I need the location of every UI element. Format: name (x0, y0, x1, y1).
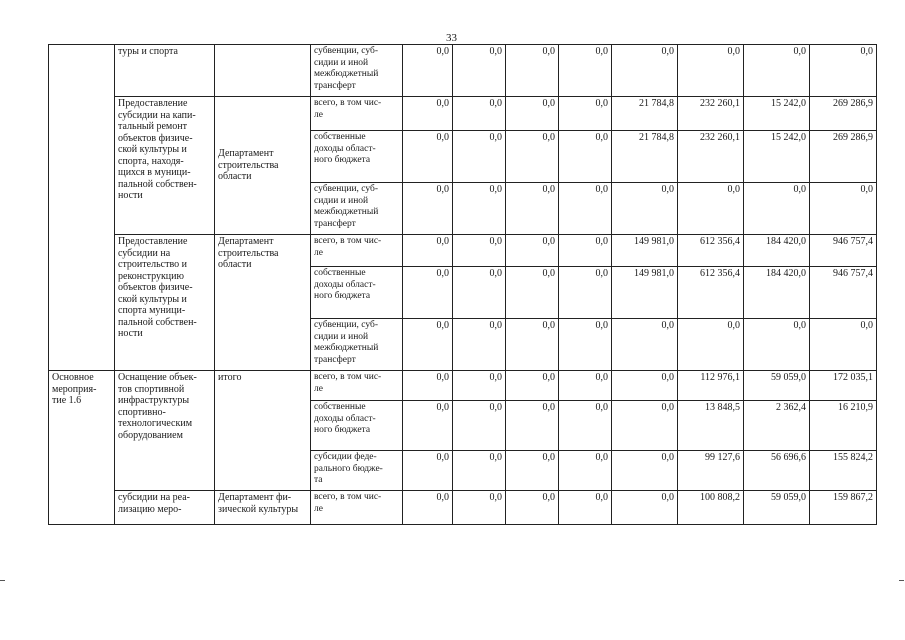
value-cell: 0,0 (453, 267, 506, 319)
value-cell: 0,0 (678, 183, 744, 235)
value-cell: 0,0 (403, 235, 453, 267)
value-cell: 0,0 (612, 45, 678, 97)
value-cell: 0,0 (506, 183, 559, 235)
value-cell: 59 059,0 (744, 491, 810, 525)
value-cell: 15 242,0 (744, 97, 810, 131)
value-cell: 0,0 (453, 131, 506, 183)
value-cell: 0,0 (403, 451, 453, 491)
activity-cell: туры и спорта (115, 45, 215, 97)
value-cell: 0,0 (744, 45, 810, 97)
value-cell: 13 848,5 (678, 401, 744, 451)
value-cell: 0,0 (403, 131, 453, 183)
executor-cell (215, 45, 311, 97)
value-cell: 0,0 (506, 131, 559, 183)
funding-source-cell: собственные доходы облаcт- ного бюджета (311, 401, 403, 451)
value-cell: 0,0 (810, 319, 877, 371)
margin-mark (899, 580, 904, 581)
value-cell: 0,0 (453, 183, 506, 235)
value-cell: 232 260,1 (678, 97, 744, 131)
value-cell: 0,0 (678, 45, 744, 97)
value-cell: 0,0 (453, 319, 506, 371)
funding-source-cell: субсидии феде- рального бюдже- та (311, 451, 403, 491)
value-cell: 0,0 (453, 235, 506, 267)
activity-cell: Предоставление субсидии на капи- тальный ремонт объектов физиче- ской культуры и спорта, находя- щихся в муници- пальной собствен- ности (115, 97, 215, 235)
value-cell: 15 242,0 (744, 131, 810, 183)
value-cell: 0,0 (453, 371, 506, 401)
value-cell: 184 420,0 (744, 235, 810, 267)
value-cell: 0,0 (810, 183, 877, 235)
value-cell: 0,0 (612, 401, 678, 451)
value-cell: 0,0 (559, 319, 612, 371)
table-row (49, 235, 877, 267)
value-cell: 0,0 (612, 491, 678, 525)
main-activity-cell-empty (49, 45, 115, 371)
value-cell: 0,0 (559, 401, 612, 451)
value-cell: 155 824,2 (810, 451, 877, 491)
value-cell: 0,0 (559, 131, 612, 183)
value-cell: 0,0 (403, 97, 453, 131)
value-cell: 0,0 (506, 45, 559, 97)
value-cell: 99 127,6 (678, 451, 744, 491)
activity-cell: Оснащение объек- тов спортивной инфраструктуры спортивно- технологическим оборудованием (115, 371, 215, 491)
value-cell: 21 784,8 (612, 131, 678, 183)
funding-source-cell: субвенции, суб- сидии и иной межбюджетный трансферт (311, 183, 403, 235)
value-cell: 269 286,9 (810, 131, 877, 183)
value-cell: 159 867,2 (810, 491, 877, 525)
budget-table (48, 44, 877, 525)
value-cell: 0,0 (559, 183, 612, 235)
margin-mark (0, 580, 5, 581)
table-row (49, 491, 877, 525)
value-cell: 0,0 (559, 97, 612, 131)
value-cell: 56 696,6 (744, 451, 810, 491)
value-cell: 0,0 (612, 371, 678, 401)
value-cell: 0,0 (506, 371, 559, 401)
value-cell: 269 286,9 (810, 97, 877, 131)
executor-cell: Департамент строительства области (215, 235, 311, 371)
table-row (49, 45, 877, 97)
value-cell: 0,0 (678, 319, 744, 371)
value-cell: 0,0 (506, 401, 559, 451)
value-cell: 0,0 (506, 319, 559, 371)
page-number: 33 (446, 32, 457, 44)
value-cell: 0,0 (612, 451, 678, 491)
funding-source-cell: всего, в том чис- ле (311, 371, 403, 401)
executor-cell: Департамент фи- зической культуры (215, 491, 311, 525)
value-cell: 0,0 (744, 319, 810, 371)
value-cell: 0,0 (403, 319, 453, 371)
value-cell: 0,0 (453, 401, 506, 451)
funding-source-cell: всего, в том чис- ле (311, 235, 403, 267)
value-cell: 0,0 (403, 401, 453, 451)
value-cell: 0,0 (810, 45, 877, 97)
executor-cell: итого (215, 371, 311, 491)
value-cell: 0,0 (559, 235, 612, 267)
value-cell: 149 981,0 (612, 267, 678, 319)
value-cell: 946 757,4 (810, 267, 877, 319)
value-cell: 0,0 (506, 235, 559, 267)
value-cell: 59 059,0 (744, 371, 810, 401)
funding-source-cell: всего, в том чис- ле (311, 97, 403, 131)
funding-source-cell: субвенции, суб- сидии и иной межбюджетный трансферт (311, 319, 403, 371)
value-cell: 0,0 (506, 97, 559, 131)
value-cell: 112 976,1 (678, 371, 744, 401)
value-cell: 612 356,4 (678, 267, 744, 319)
value-cell: 0,0 (559, 45, 612, 97)
funding-source-cell: собственные доходы облаcт- ного бюджета (311, 267, 403, 319)
value-cell: 0,0 (453, 45, 506, 97)
value-cell: 100 808,2 (678, 491, 744, 525)
value-cell: 0,0 (403, 267, 453, 319)
value-cell: 2 362,4 (744, 401, 810, 451)
executor-cell: Департамент строительства области (215, 97, 311, 235)
value-cell: 0,0 (403, 45, 453, 97)
funding-source-cell: субвенции, суб- сидии и иной межбюджетный трансферт (311, 45, 403, 97)
value-cell: 0,0 (559, 371, 612, 401)
activity-cell: субсидии на реа- лизацию меро- (115, 491, 215, 525)
value-cell: 0,0 (403, 371, 453, 401)
value-cell: 0,0 (559, 491, 612, 525)
table-row (49, 97, 877, 131)
value-cell: 612 356,4 (678, 235, 744, 267)
funding-source-cell: собственные доходы облаcт- ного бюджета (311, 131, 403, 183)
value-cell: 0,0 (506, 491, 559, 525)
value-cell: 0,0 (612, 183, 678, 235)
value-cell: 232 260,1 (678, 131, 744, 183)
value-cell: 0,0 (559, 267, 612, 319)
value-cell: 946 757,4 (810, 235, 877, 267)
value-cell: 0,0 (403, 491, 453, 525)
value-cell: 0,0 (559, 451, 612, 491)
value-cell: 16 210,9 (810, 401, 877, 451)
value-cell: 0,0 (453, 97, 506, 131)
value-cell: 184 420,0 (744, 267, 810, 319)
value-cell: 0,0 (453, 451, 506, 491)
value-cell: 149 981,0 (612, 235, 678, 267)
activity-cell: Предоставление субсидии на строительство и реконструкцию объектов физиче- ской культуры и спорта муници- пальной собствен- ности (115, 235, 215, 371)
value-cell: 0,0 (453, 491, 506, 525)
value-cell: 0,0 (612, 319, 678, 371)
value-cell: 0,0 (403, 183, 453, 235)
value-cell: 172 035,1 (810, 371, 877, 401)
value-cell: 0,0 (744, 183, 810, 235)
main-activity-cell: Основное мероприя- тие 1.6 (49, 371, 115, 525)
table-row (49, 371, 877, 401)
value-cell: 0,0 (506, 451, 559, 491)
funding-source-cell: всего, в том чис- ле (311, 491, 403, 525)
value-cell: 21 784,8 (612, 97, 678, 131)
value-cell: 0,0 (506, 267, 559, 319)
